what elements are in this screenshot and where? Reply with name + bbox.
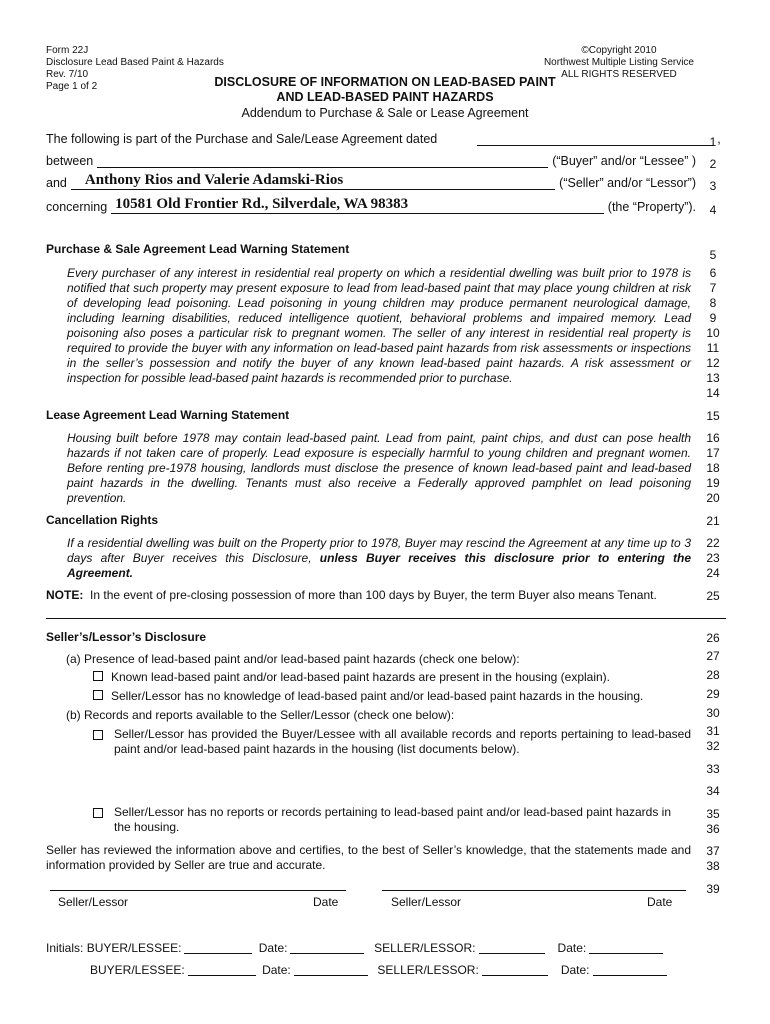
buyer-date-label: Date: xyxy=(258,941,288,955)
seller-initials-label-2: SELLER/LESSOR: xyxy=(377,963,479,977)
item-a-option-2 xyxy=(93,689,643,704)
line-number: 8 xyxy=(709,296,717,310)
property-value: 10581 Old Frontier Rd., Silverdale, WA 98383 xyxy=(115,196,409,212)
lease-warning-heading: Lease Agreement Lead Warning Statement xyxy=(46,408,290,422)
seller-label-1: Seller/Lessor xyxy=(58,895,129,909)
line-number: 3 xyxy=(709,179,717,193)
line-number: 11 xyxy=(706,341,720,355)
line-number: 4 xyxy=(709,203,717,217)
concerning-label: concerning xyxy=(46,200,108,214)
seller-date-field[interactable] xyxy=(589,942,663,954)
buyer-initials-field-2[interactable] xyxy=(188,964,256,976)
form-revision: Rev. 7/10 xyxy=(46,69,89,80)
form-name: Disclosure Lead Based Paint & Hazards xyxy=(46,57,224,68)
property-field[interactable] xyxy=(111,196,604,214)
agreement-date-row xyxy=(46,128,721,146)
line-number: 29 xyxy=(706,687,720,701)
seller-date-label-2: Date: xyxy=(560,963,590,977)
line-number: 7 xyxy=(709,281,717,295)
note-text: In the event of pre-closing possession of more than 100 days by Buyer, the term Buyer also means Tenant. xyxy=(90,588,657,602)
buyer-field[interactable] xyxy=(97,153,548,168)
line-number: 37 xyxy=(706,844,720,858)
line-number: 14 xyxy=(706,386,720,400)
line-number: 38 xyxy=(706,859,720,873)
line-number: 19 xyxy=(706,476,720,490)
seller-suffix: (“Seller” and/or “Lessor”) xyxy=(559,176,696,190)
line-number: 30 xyxy=(706,706,720,720)
item-b-option-2 xyxy=(93,805,691,835)
line-number: 34 xyxy=(706,784,720,798)
line-number: 9 xyxy=(709,311,717,325)
line-number: 17 xyxy=(706,446,720,460)
title-line-2: AND LEAD-BASED PAINT HAZARDS xyxy=(276,90,494,104)
line-number: 13 xyxy=(706,371,720,385)
date-label-1: Date xyxy=(313,895,339,909)
seller-initials-field-2[interactable] xyxy=(482,964,548,976)
rights: ALL RIGHTS RESERVED xyxy=(561,69,677,80)
seller-initials-label: SELLER/LESSOR: xyxy=(374,941,476,955)
note xyxy=(46,588,696,602)
dated-label: The following is part of the Purchase and Sale/Lease Agreement dated xyxy=(46,132,438,146)
certification-text: Seller has reviewed the information above and certifies, to the best of Seller’s knowledge, that the statements made and information provided by Seller are true and accurate. xyxy=(46,843,691,872)
line-number: 24 xyxy=(706,566,720,580)
seller-field[interactable] xyxy=(71,172,555,190)
line-number: 2 xyxy=(709,157,717,171)
item-b-label: (b) Records and reports available to the Seller/Lessor (check one below): xyxy=(66,708,455,722)
buyer-row xyxy=(46,150,696,168)
seller-row xyxy=(46,172,696,190)
seller-name-value: Anthony Rios and Valerie Adamski-Rios xyxy=(84,172,344,188)
line-number: 28 xyxy=(706,668,720,682)
between-label: between xyxy=(46,154,94,168)
initials-row-1 xyxy=(46,941,666,955)
page-indicator: Page 1 of 2 xyxy=(46,81,98,92)
cancellation-text xyxy=(67,536,691,581)
seller-signature-line-2[interactable] xyxy=(382,890,686,891)
lease-warning-text: Housing built before 1978 may contain lead-based paint. Lead from paint, paint chips, and dust can pose health hazards if not taken care of properly. Lead exposure is especially harmful to young children and pregnant women. Before renting pre-1978 housing, landlords must disclose the presence of known lead-based paint and lead-based paint hazards in the dwelling. Tenants must also receive a Federally approved pamphlet on lead poisoning prevention. xyxy=(67,431,691,505)
buyer-initials-label: BUYER/LESSEE: xyxy=(86,941,182,955)
buyer-date-label-2: Date: xyxy=(262,963,291,977)
b1-text: Seller/Lessor has provided the Buyer/Lessee with all available records and reports pertaining to lead-based paint and/or lead-based paint hazards in the housing (list documents below). xyxy=(114,727,691,756)
line-number: 25 xyxy=(706,589,720,603)
form-number: Form 22J xyxy=(46,45,89,56)
seller-initials-field[interactable] xyxy=(479,942,545,954)
item-a-label: (a) Presence of lead-based paint and/or lead-based paint hazards (check one below): xyxy=(66,652,520,666)
comma: , xyxy=(717,132,721,146)
page-title xyxy=(0,75,770,105)
checkbox-b1[interactable] xyxy=(93,730,103,740)
cancel-bold: unless Buyer receives this disclosure prior to entering the Agreement. xyxy=(67,551,692,580)
buyer-date-field-2[interactable] xyxy=(294,964,368,976)
line-number: 22 xyxy=(706,536,720,550)
purchase-warning-heading: Purchase & Sale Agreement Lead Warning Statement xyxy=(46,242,350,256)
line-number: 32 xyxy=(706,739,720,753)
checkbox-a2[interactable] xyxy=(93,690,103,700)
property-row xyxy=(46,196,696,214)
line-number: 26 xyxy=(706,631,720,645)
page-subtitle: Addendum to Purchase & Sale or Lease Agreement xyxy=(241,106,529,120)
section-divider xyxy=(46,618,726,619)
line-number: 15 xyxy=(706,409,720,423)
seller-label-2: Seller/Lessor xyxy=(391,895,462,909)
line-number: 18 xyxy=(706,461,720,475)
seller-signature-line-1[interactable] xyxy=(50,890,346,891)
title-line-1: DISCLOSURE OF INFORMATION ON LEAD-BASED PAINT xyxy=(214,75,556,89)
buyer-date-field[interactable] xyxy=(290,942,364,954)
item-a-option-1 xyxy=(93,670,610,685)
cancellation-heading: Cancellation Rights xyxy=(46,513,159,527)
copyright: ©Copyright 2010 xyxy=(581,45,657,56)
initials-row-2 xyxy=(90,963,670,977)
a2-text: Seller/Lessor has no knowledge of lead-based paint and/or lead-based paint hazards in the housing. xyxy=(111,689,644,703)
line-number: 16 xyxy=(706,431,720,445)
line-number: 12 xyxy=(706,356,720,370)
disclosure-heading: Seller’s/Lessor’s Disclosure xyxy=(46,630,207,644)
seller-date-field-2[interactable] xyxy=(593,964,667,976)
buyer-suffix: (“Buyer” and/or “Lessee” ) xyxy=(552,154,696,168)
line-number: 33 xyxy=(706,762,720,776)
line-number: 36 xyxy=(706,822,720,836)
agreement-date-field[interactable] xyxy=(477,131,713,146)
purchase-warning-text: Every purchaser of any interest in residential real property on which a residential dwelling was built prior to 1978 is notified that such property may present exposure to lead from lead-based paint that may place young children at risk of developing lead poisoning. Lead poisoning in young children may produce permanent neurological damage, including learning disabilities, reduced intelligence quotient, behavioral problems and impaired memory. Lead poisoning also poses a particular risk to pregnant women. The seller of any interest in residential real property is required to provide the buyer with any information on lead-based paint hazards from risk assessments or inspections in the seller’s possession and notify the buyer of any known lead-based paint hazards. A risk assessment or inspection for possible lead-based paint hazards is recommended prior to purchase. xyxy=(67,266,691,385)
line-number: 5 xyxy=(709,248,717,262)
checkbox-a1[interactable] xyxy=(93,671,103,681)
buyer-initials-field[interactable] xyxy=(184,942,252,954)
note-label: NOTE: xyxy=(46,588,84,602)
a1-text: Known lead-based paint and/or lead-based paint hazards are present in the housing (explain). xyxy=(111,670,610,684)
line-number: 21 xyxy=(706,514,720,528)
line-number: 20 xyxy=(706,491,720,505)
property-suffix: (the “Property”). xyxy=(607,200,696,214)
item-b-option-1 xyxy=(93,727,691,757)
publisher: Northwest Multiple Listing Service xyxy=(543,57,694,68)
line-number: 39 xyxy=(706,882,720,896)
line-number: 35 xyxy=(706,807,720,821)
checkbox-b2[interactable] xyxy=(93,808,103,818)
and-label: and xyxy=(46,176,67,190)
date-label-2: Date xyxy=(647,895,673,909)
buyer-initials-label-2: BUYER/LESSEE: xyxy=(90,963,185,977)
line-number: 10 xyxy=(706,326,720,340)
b2-text: Seller/Lessor has no reports or records pertaining to lead-based paint and/or lead-based paint hazards in the housing. xyxy=(114,805,672,834)
cancel-text: If a residential dwelling was built on the Property prior to 1978, Buyer may rescind the Agreement at any time up to 3 days after Buyer receives this Disclosure, xyxy=(67,536,691,565)
line-number: 23 xyxy=(706,551,720,565)
initials-label: Initials: xyxy=(46,941,84,955)
line-number: 1 xyxy=(709,135,717,149)
line-number: 6 xyxy=(709,266,717,280)
seller-date-label: Date: xyxy=(557,941,587,955)
line-number: 27 xyxy=(706,649,720,663)
line-number: 31 xyxy=(706,724,720,738)
